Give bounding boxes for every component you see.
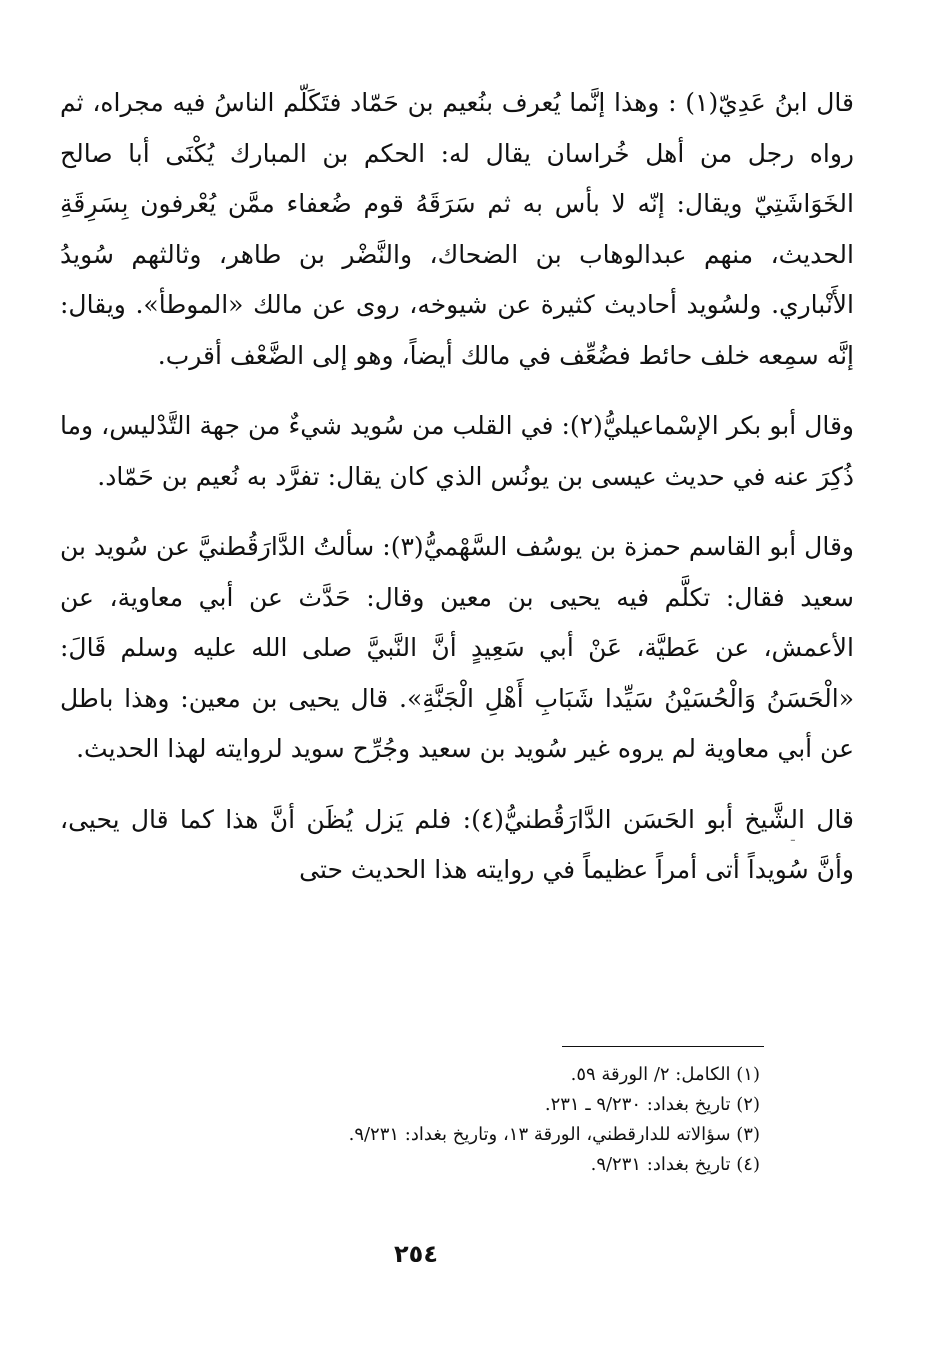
paragraph-ibn-adi: قال ابنُ عَدِيّ(١) : وهذا إنَّما يُعرف بنُعيم بن حَمّاد فتَكَلّم الناسُ فيه مجراه، ثم رواه رجل من أهل خُراسان يقال له: الحكم بن المبارك يُكْنَى أبا صالح الخَوَاشَتِيّ ويقال: إنّه لا بأس به ثم سَرَقَهُ قوم ضُعفاء ممَّن يُعْرفون بِسَرِقَةِ الحديث، منهم عبدالوهاب بن الضحاك، والنَّضْر بن طاهر، وثالثهم سُويدُ الأَنْباري. ولسُويد أحاديث كثيرة عن شيوخه، روى عن مالك «الموطأ». ويقال: إنَّه سمِعه خلف حائط فضُعِّف في مالك أيضاً، وهو إلى الضَّعْف أقرب. [60, 88, 855, 370]
page-number: ٢٥٤ [394, 1240, 438, 1268]
footnote-2: (٢) تاريخ بغداد: ٩/٢٣٠ ـ ٢٣١. [544, 1094, 760, 1115]
main-text [60, 78, 854, 896]
paragraph-sahmi: وقال أبو القاسم حمزة بن يوسُف السَّهْميُّ(٣): سألتُ الدَّارَقُطنيَّ عن سُويد بن سعيد فقال: تكلَّم فيه يحيى بن معين وقال: حَدَّث عن أبي معاوية، عن الأعمش، عن عَطيَّة، عَنْ أبي سَعِيدٍ أنَّ النَّبيَّ صلى الله عليه وسلم قَالَ: «الْحَسَنُ وَالْحُسَيْنُ سَيِّدا شَبَابِ أَهْلِ الْجَنَّةِ». قال يحيى بن معين: وهذا باطل عن أبي معاوية لم يروه غير سُويد بن سعيد وجُرِّح سويد لروايته لهذا الحديث. [60, 532, 854, 763]
footnote-4: (٤) تاريخ بغداد: ٩/٢٣١. [590, 1154, 760, 1175]
footnote-3: (٣) سؤالاته للدارقطني، الورقة ١٣، وتاريخ بغداد: ٩/٢٣١. [348, 1124, 760, 1145]
paragraph-daraqutni: قال الشَّيخ أبو الحَسَن الدَّارَقُطنيُّ(٤): فلم يَزل يُظَن أنَّ هذا كما قال يحيى، وأنَّ سُويداً أتى أمراً عظيماً في روايته هذا الحديث حتى [60, 804, 854, 884]
paragraph-ismaili: وقال أبو بكر الإسْماعيليُّ(٢): في القلب من سُويد شيءٌ من جهة التَّدْليس، وما ذُكِرَ عنه في حديث عيسى بن يونُس الذي كان يقال: تفرَّد به نُعيم بن حَمّاد. [60, 411, 855, 491]
footnote-1: (١) الكامل: ٢/ الورقة ٥٩. [570, 1064, 760, 1085]
margin-mark: - [790, 830, 796, 849]
footnotes [60, 1060, 760, 1180]
footnote-divider [562, 1046, 764, 1047]
